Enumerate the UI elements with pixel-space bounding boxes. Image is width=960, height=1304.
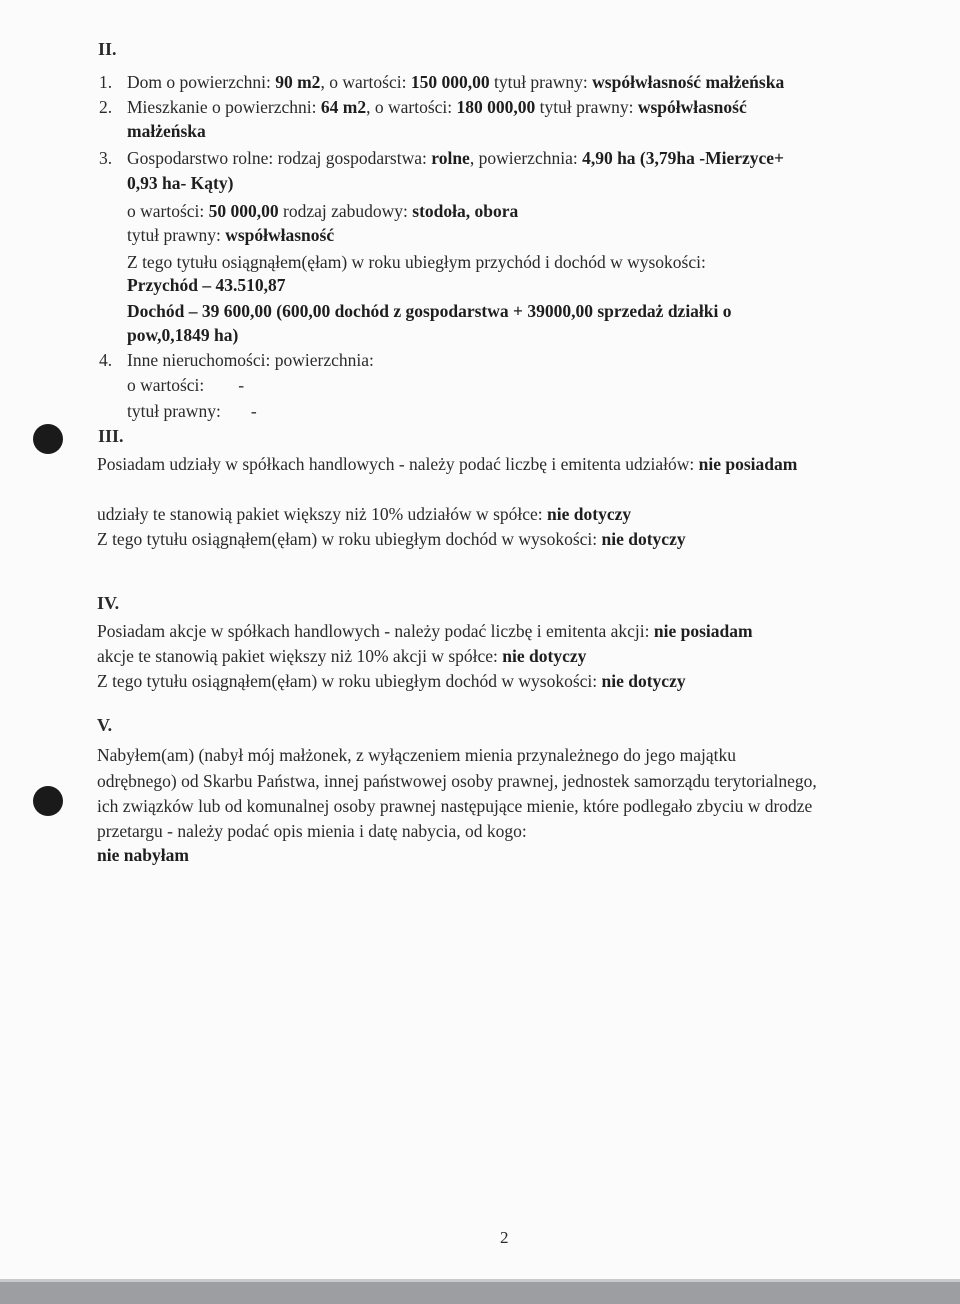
label: o wartości: xyxy=(127,375,205,395)
apartment-value: 180 000,00 xyxy=(456,97,536,117)
section-3-heading: III. xyxy=(98,426,124,446)
text: Posiadam udziały w spółkach handlowych - należy podać liczbę i emitenta udziałów: xyxy=(97,454,699,474)
stocks-packet-line xyxy=(97,645,586,667)
text: , o wartości: xyxy=(366,97,457,117)
farm-value: 50 000,00 xyxy=(208,201,279,221)
item-4-other-property xyxy=(99,349,374,371)
item-1-house xyxy=(99,71,784,93)
acquisition-para-2: odrębnego) od Skarbu Państwa, innej państwowej osoby prawnej, jednostek samorządu terytorialnego, xyxy=(97,771,817,791)
house-value: 150 000,00 xyxy=(410,72,490,92)
text: Z tego tytułu osiągnąłem(ęłam) w roku ubiegłym dochód w wysokości: xyxy=(97,671,602,691)
text: , o wartości: xyxy=(320,72,411,92)
shares-income-line xyxy=(97,528,686,550)
stocks-line xyxy=(97,620,753,642)
farm-value-line xyxy=(127,200,518,222)
label: tytuł prawny: xyxy=(127,401,221,421)
stocks-answer: nie posiadam xyxy=(653,621,753,641)
other-value: - xyxy=(238,375,245,395)
punch-hole xyxy=(33,786,63,816)
farm-area: 4,90 ha (3,79ha -Mierzyce+ xyxy=(582,148,785,168)
shares-line xyxy=(97,453,797,475)
farm-area-cont: 0,93 ha- Kąty) xyxy=(127,173,234,193)
text: o wartości: xyxy=(127,201,209,221)
farm-income-cont: pow,0,1849 ha) xyxy=(127,325,239,345)
acquisition-para-1: Nabyłem(am) (nabył mój małżonek, z wyłączeniem mienia przynależnego do jego majątku xyxy=(97,745,736,765)
text: udziały te stanowią pakiet większy niż 10% udziałów w spółce: xyxy=(97,504,548,524)
item-number: 3. xyxy=(99,148,113,168)
farm-income-intro: Z tego tytułu osiągnąłem(ęłam) w roku ubiegłym przychód i dochód w wysokości: xyxy=(127,252,706,272)
shares-answer: nie posiadam xyxy=(698,454,798,474)
text: tytuł prawny: xyxy=(127,225,226,245)
scan-edge-band xyxy=(0,1282,960,1304)
apartment-title-cont: małżeńska xyxy=(127,121,206,141)
farm-income: Dochód – 39 600,00 (600,00 dochód z gospodarstwa + 39000,00 sprzedaż działki o xyxy=(127,301,732,321)
text: , powierzchnia: xyxy=(469,148,583,168)
text: Dom o powierzchni: xyxy=(127,72,276,92)
text: rodzaj zabudowy: xyxy=(278,201,413,221)
house-area: 90 m2 xyxy=(275,72,321,92)
text: Posiadam akcje w spółkach handlowych - należy podać liczbę i emitenta akcji: xyxy=(97,621,654,641)
stocks-income-line xyxy=(97,670,686,692)
farm-buildings: stodoła, obora xyxy=(412,201,519,221)
farm-type: rolne xyxy=(431,148,470,168)
section-5-heading: V. xyxy=(97,715,113,735)
text: tytuł prawny: xyxy=(535,97,638,117)
text: akcje te stanowią pakiet większy niż 10% akcji w spółce: xyxy=(97,646,503,666)
punch-hole xyxy=(33,424,63,454)
text: tytuł prawny: xyxy=(489,72,593,92)
farm-revenue: Przychód – 43.510,87 xyxy=(127,275,286,295)
text: Mieszkanie o powierzchni: xyxy=(127,97,321,117)
text: Inne nieruchomości: powierzchnia: xyxy=(127,350,374,370)
item-number: 2. xyxy=(99,97,113,117)
other-value-line xyxy=(127,374,244,396)
item-number: 4. xyxy=(99,350,113,370)
acquisition-para-4: przetargu - należy podać opis mienia i datę nabycia, od kogo: xyxy=(97,821,527,841)
apartment-title: współwłasność xyxy=(637,97,747,117)
farm-title: współwłasność xyxy=(225,225,335,245)
item-3-farm xyxy=(99,147,784,169)
section-4-heading: IV. xyxy=(97,593,120,613)
item-number: 1. xyxy=(99,72,113,92)
page-number: 2 xyxy=(500,1228,509,1247)
stocks-income-answer: nie dotyczy xyxy=(601,671,686,691)
other-title: - xyxy=(250,401,257,421)
stocks-packet-answer: nie dotyczy xyxy=(502,646,587,666)
text: Gospodarstwo rolne: rodzaj gospodarstwa: xyxy=(127,148,432,168)
house-title: współwłasność małżeńska xyxy=(592,72,785,92)
shares-income-answer: nie dotyczy xyxy=(601,529,686,549)
other-title-line xyxy=(127,400,257,422)
acquisition-answer: nie nabyłam xyxy=(97,845,189,865)
acquisition-para-3: ich związków lub od komunalnej osoby prawnej następujące mienie, które podlegało zbyciu w drodze xyxy=(97,796,813,816)
shares-packet-answer: nie dotyczy xyxy=(547,504,632,524)
farm-title-line xyxy=(127,224,334,246)
section-2-heading: II. xyxy=(98,39,117,59)
shares-packet-line xyxy=(97,503,631,525)
text: Z tego tytułu osiągnąłem(ęłam) w roku ubiegłym dochód w wysokości: xyxy=(97,529,602,549)
apartment-area: 64 m2 xyxy=(320,97,367,117)
item-2-apartment xyxy=(99,96,747,118)
